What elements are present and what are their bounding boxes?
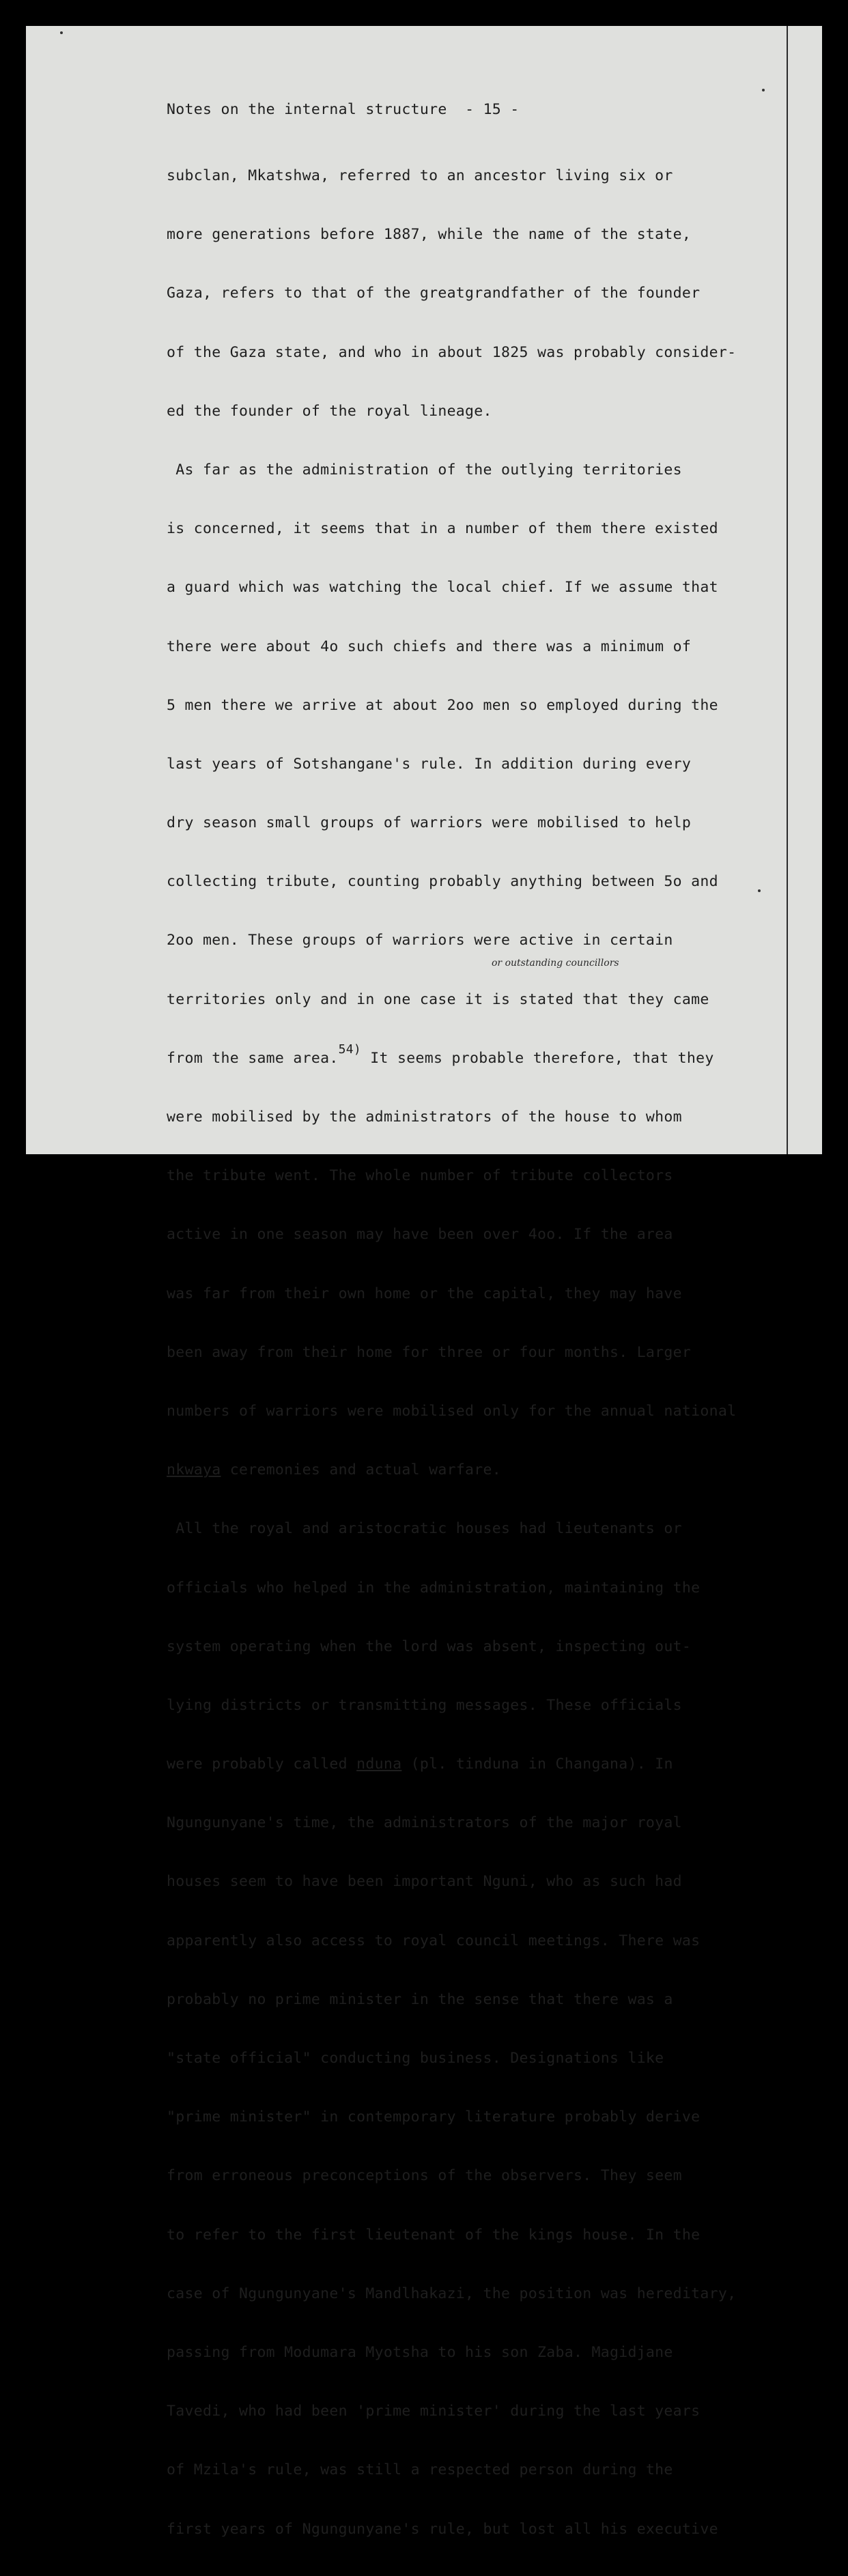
text-line: from erroneous preconceptions of the observers. They seem (167, 2167, 682, 2185)
underlined-term: nduna (356, 1756, 402, 1773)
text-line: All the royal and aristocratic houses had lieutenants or (167, 1520, 682, 1538)
text-line: dry season small groups of warriors were mobilised to help (167, 814, 692, 832)
typed-text (167, 66, 795, 2576)
underlined-term: nkwaya (167, 1461, 221, 1479)
text-fragment: ceremonies and actual warfare. (221, 1461, 502, 1479)
text-line: first years of Ngungunyane's rule, but lost all his executive (167, 2520, 718, 2538)
text-line: of Mzila's rule, was still a respected person during the (167, 2461, 673, 2479)
text-line: system operating when the lord was absent, inspecting out- (167, 1637, 692, 1655)
text-line: active in one season may have been over 4oo. If the area (167, 1226, 673, 1244)
text-fragment: (pl. tinduna in Changana). In (401, 1756, 673, 1773)
text-line: lying districts or transmitting messages. These officials (167, 1696, 682, 1714)
text-line: collecting tribute, counting probably anything between 5o and (167, 873, 718, 891)
paper-speck (60, 31, 63, 34)
text-line: case of Ngungunyane's Mandlhakazi, the position was hereditary, (167, 2285, 737, 2302)
text-line: "state official" conducting business. Designations like (167, 2050, 664, 2067)
text-line: of the Gaza state, and who in about 1825 was probably consider- (167, 343, 737, 361)
text-line: there were about 4o such chiefs and there was a minimum of (167, 638, 692, 655)
handwritten-insert: or outstanding councillors (492, 958, 619, 969)
text-line: Ngungunyane's time, the administrators of the major royal (167, 1814, 682, 1832)
text-line: is concerned, it seems that in a number of them there existed (167, 520, 718, 538)
text-fragment: were probably called (167, 1756, 357, 1773)
text-line (167, 1042, 795, 1071)
text-line: Tavedi, who had been 'prime minister' during the last years (167, 2403, 701, 2420)
text-line: was far from their own home or the capital, they may have (167, 1285, 682, 1302)
text-line: houses seem to have been important Nguni, who as such had (167, 1873, 682, 1891)
footnote-reference: 54) (338, 1042, 362, 1057)
document-page (26, 26, 822, 2538)
page-number: - 15 - (465, 101, 520, 118)
header-title: Notes on the internal structure (167, 101, 447, 118)
text-line: 2oo men. These groups of warriors were active in certain (167, 932, 673, 949)
text-line: been away from their home for three or four months. Larger (167, 1343, 692, 1361)
text-line: numbers of warriors were mobilised only for the annual national (167, 1402, 737, 1420)
text-line (167, 1752, 795, 1777)
text-line: "prime minister" in contemporary literature probably derive (167, 2108, 701, 2126)
text-line: a guard which was watching the local chief. If we assume that (167, 579, 718, 597)
text-line: passing from Modumara Myotsha to his son Zaba. Magidjane (167, 2343, 673, 2361)
text-line: As far as the administration of the outlying territories (167, 461, 682, 478)
text-line: Gaza, refers to that of the greatgrandfather of the founder (167, 285, 701, 302)
page-header (167, 100, 795, 130)
text-line: probably no prime minister in the sense that there was a (167, 1990, 673, 2008)
text-line: 5 men there we arrive at about 2oo men so employed during the (167, 696, 718, 714)
text-line: the tribute went. The whole number of tribute collectors (167, 1167, 673, 1185)
text-fragment: from the same area. (167, 1049, 339, 1067)
text-line: to refer to the first lieutenant of the kings house. In the (167, 2226, 701, 2244)
text-line: more generations before 1887, while the name of the state, (167, 226, 692, 244)
text-line: subclan, Mkatshwa, referred to an ancestor living six or (167, 167, 673, 184)
text-fragment: It seems probable therefore, that they (361, 1049, 714, 1067)
text-line: last years of Sotshangane's rule. In addition during every (167, 755, 692, 773)
text-line: officials who helped in the administration, maintaining the (167, 1579, 701, 1597)
text-line (167, 1458, 795, 1483)
text-line: ed the founder of the royal lineage. (167, 402, 492, 420)
text-line: territories only and in one case it is stated that they came (167, 990, 709, 1008)
text-line: were mobilised by the administrators of the house to whom (167, 1108, 682, 1126)
text-line: apparently also access to royal council meetings. There was (167, 1932, 701, 1949)
